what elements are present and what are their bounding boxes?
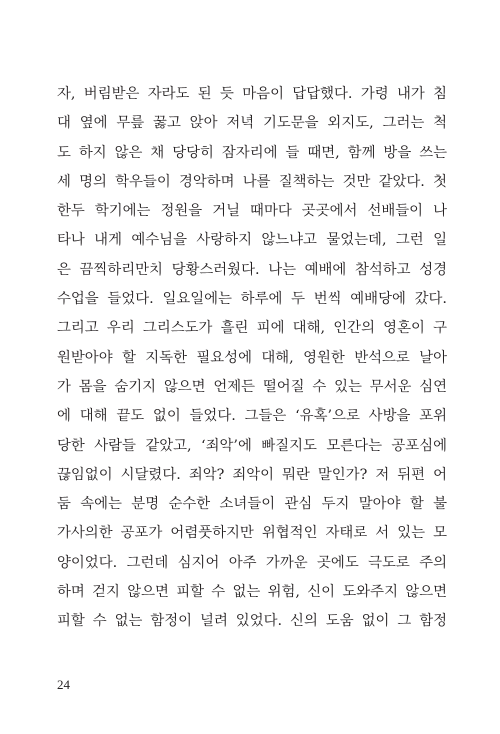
text-line: 한두 학기에는 정원을 거닐 때마다 곳곳에서 선배들이 나 — [57, 203, 447, 220]
text-line: 가사의한 공포가 어렴풋하지만 위협적인 자태로 서 있는 모 — [57, 525, 447, 542]
text-line: 양이었다. 그런데 심지어 아주 가까운 곳에도 극도로 주의 — [57, 554, 447, 571]
text-line: 수업을 들었다. 일요일에는 하루에 두 번씩 예배당에 갔다. — [57, 291, 447, 308]
text-line: 에 대해 끝도 없이 들었다. 그들은 ‘유혹’으로 사방을 포위 — [57, 408, 447, 425]
text-line: 대 옆에 무릎 꿇고 앉아 저녁 기도문을 외지도, 그러는 척 — [57, 115, 447, 132]
text-line: 하며 걷지 않으면 피할 수 없는 위험, 신이 도와주지 않으면 — [57, 584, 447, 601]
text-line: 도 하지 않은 채 당당히 잠자리에 들 때면, 함께 방을 쓰는 — [57, 144, 447, 161]
text-line: 원받아야 할 지독한 필요성에 대해, 영원한 반석으로 날아 — [57, 349, 447, 366]
text-line: 가 몸을 숨기지 않으면 언제든 떨어질 수 있는 무서운 심연 — [57, 378, 447, 395]
body-paragraph — [57, 80, 447, 637]
page-number: 24 — [57, 677, 70, 692]
text-line: 타나 내게 예수님을 사랑하지 않느냐고 물었는데, 그런 일 — [57, 232, 447, 249]
text-line: 자, 버림받은 자라도 된 듯 마음이 답답했다. 가령 내가 침 — [57, 86, 447, 102]
text-line: 그리고 우리 그리스도가 흘린 피에 대해, 인간의 영혼이 구 — [57, 320, 447, 337]
text-line: 둠 속에는 분명 순수한 소녀들이 관심 두지 말아야 할 불 — [57, 496, 447, 513]
text-line: 피할 수 없는 함정이 널려 있었다. 신의 도움 없이 그 함정 — [57, 613, 447, 630]
text-line: 끊임없이 시달렸다. 죄악? 죄악이 뭐란 말인가? 저 뒤편 어 — [57, 466, 447, 483]
text-line: 세 명의 학우들이 경악하며 나를 질책하는 것만 같았다. 첫 — [57, 173, 447, 190]
text-line: 당한 사람들 같았고, ‘죄악’에 빠질지도 모른다는 공포심에 — [57, 437, 447, 454]
text-line: 은 끔찍하리만치 당황스러웠다. 나는 예배에 참석하고 성경 — [57, 261, 447, 278]
